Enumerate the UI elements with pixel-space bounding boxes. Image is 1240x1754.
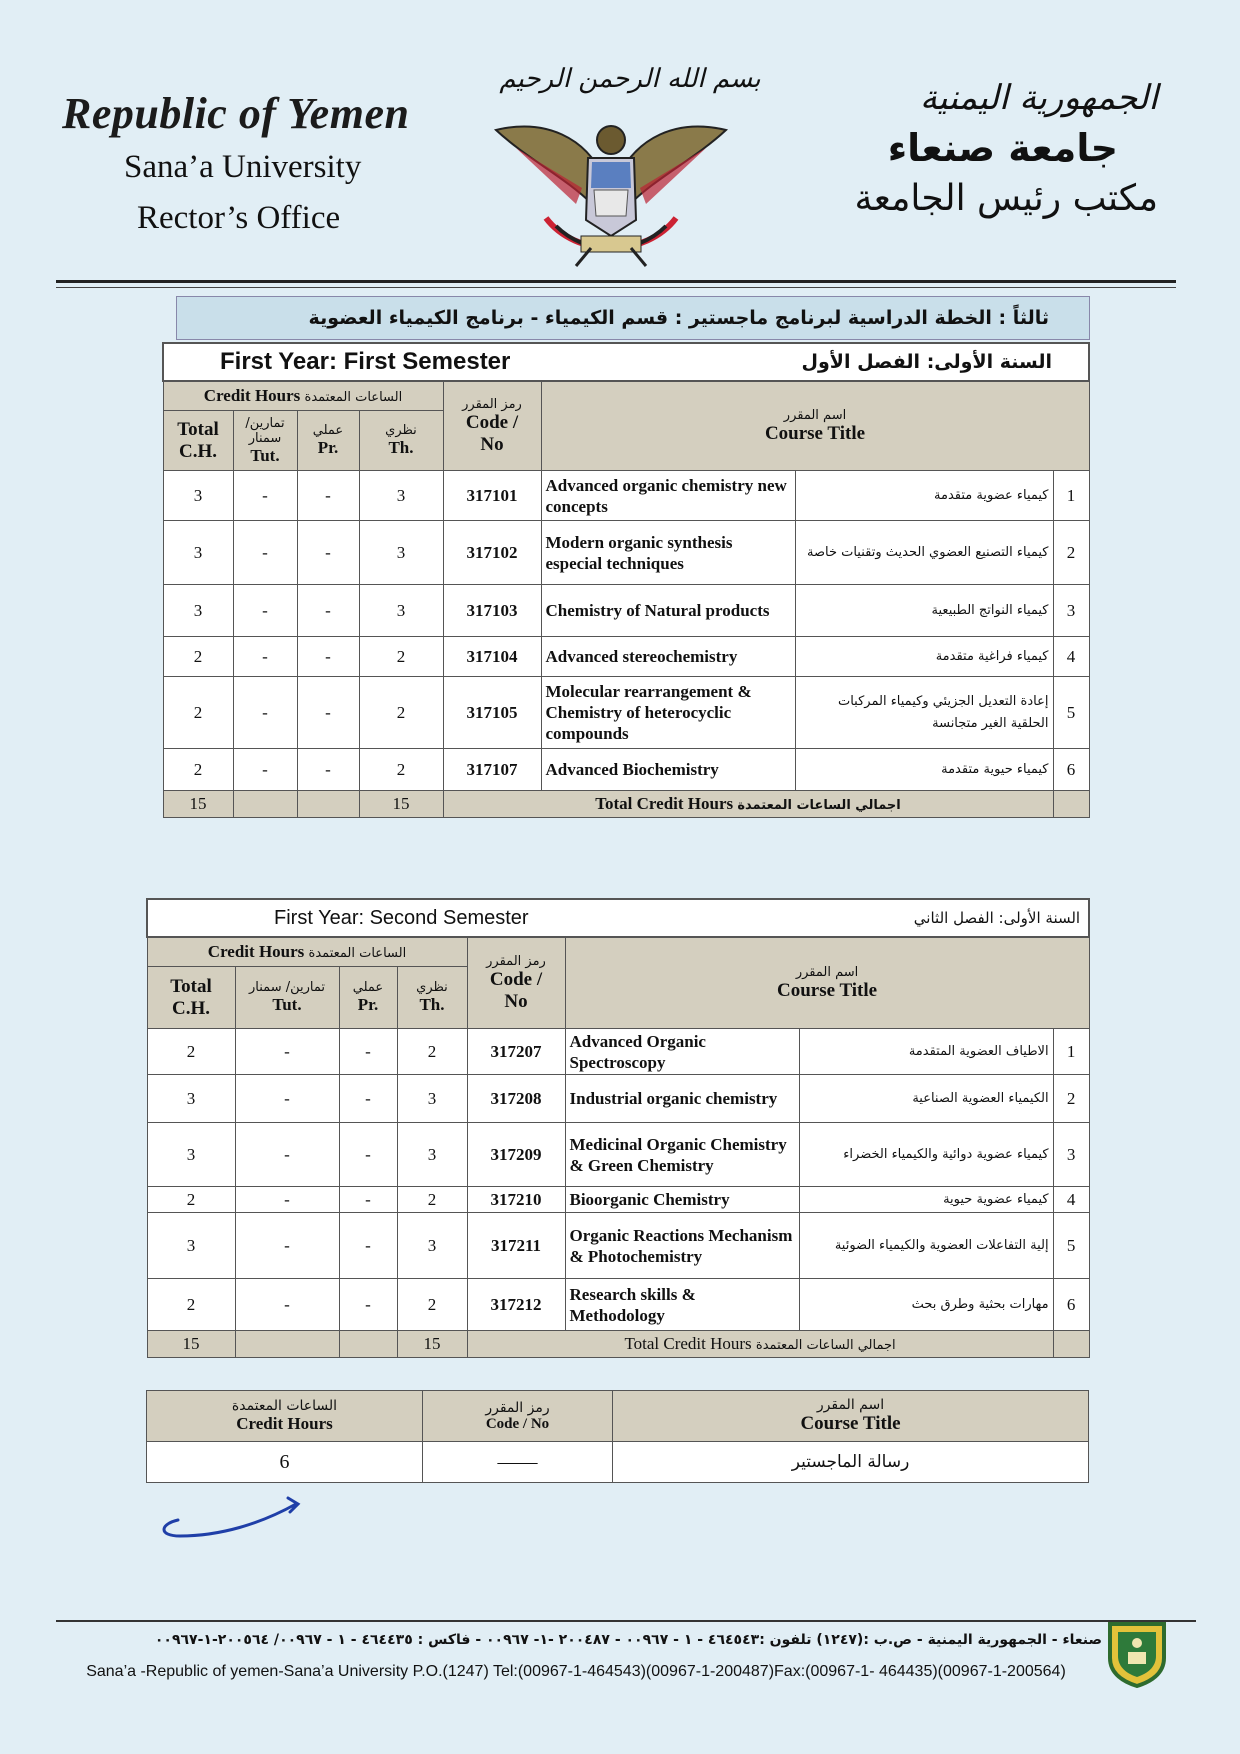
total-ch-header: Total C.H. <box>163 411 233 471</box>
tut-header: تمارين/ سمنار Tut. <box>233 411 297 471</box>
basmala: بسم الله الرحمن الرحيم <box>499 64 761 94</box>
code-header: رمز المقرر Code / No <box>467 937 565 1029</box>
table-row: 3 - - 3 317208 Industrial organic chemistry الكيمياء العضوية الصناعية 2 <box>147 1075 1089 1123</box>
table-row: 3 - - 3 317211 Organic Reactions Mechanism & Photochemistry إلية التفاعلات العضوية والكيمياء الضوئية 5 <box>147 1213 1089 1279</box>
credit-hours-header: Credit Hours الساعات المعتمدة <box>163 381 443 411</box>
table-row: 3 - - 3 317102 Modern organic synthesis especial techniques كيمياء التصنيع العضوي الحديث وتقنيات خاصة 2 <box>163 521 1089 585</box>
code-header: رمز المقرر Code / No <box>443 381 541 471</box>
thesis-code-header: رمز المقرر Code / No <box>423 1391 613 1442</box>
semester2-total-row: 15 15 Total Credit Hours اجمالي الساعات المعتمدة <box>147 1331 1089 1358</box>
semester2-title-arabic: السنة الأولى: الفصل الثاني <box>913 909 1081 927</box>
table-row: 2 - - 2 317105 Molecular rearrangement & Chemistry of heterocyclic compounds إعادة التعديل الجزيئي وكيمياء المركبات الحلقية الغير متجانسة 5 <box>163 677 1089 749</box>
course-title-header: اسم المقرر Course Title <box>541 381 1089 471</box>
eagle-emblem-icon <box>486 108 736 268</box>
footer-divider <box>56 1620 1196 1622</box>
footer-address-arabic: صنعاء - الجمهورية اليمنية - ص.ب :(١٢٤٧) تلفون :٤٦٤٥٤٣ - ١ - ٠٠٩٦٧ - ٢٠٠٤٨٧ -١- ٠٠٩٦٧ - فاكس : ٤٦٤٤٣٥ - ١ - ٠٠٩٦٧/ ٢٠٠٥٦٤-١-٠٠٩٦٧ <box>154 1632 1102 1648</box>
thesis-table <box>146 1390 1089 1483</box>
semester1-title-arabic: السنة الأولى: الفصل الأول <box>801 351 1052 373</box>
table-row: 2 - - 2 317207 Advanced Organic Spectroscopy الاطياف العضوية المتقدمة 1 <box>147 1029 1089 1075</box>
semester1-total-row: 15 15 Total Credit Hours اجمالي الساعات المعتمدة <box>163 791 1089 818</box>
header-divider <box>56 280 1176 283</box>
tut-header: تمارين/ سمنار Tut. <box>235 967 339 1029</box>
table-row: 2 - - 2 317107 Advanced Biochemistry كيمياء حيوية متقدمة 6 <box>163 749 1089 791</box>
credit-hours-header: Credit Hours الساعات المعتمدة <box>147 937 467 967</box>
semester2-table <box>146 898 1090 1358</box>
office-name-arabic: مكتب رئيس الجامعة <box>854 178 1158 219</box>
thesis-title-header: اسم المقرر Course Title <box>613 1391 1089 1442</box>
university-logo-icon <box>1106 1618 1168 1688</box>
university-name-arabic: جامعة صنعاء <box>887 126 1118 170</box>
thesis-credit-header: الساعات المعتمدة Credit Hours <box>147 1391 423 1442</box>
semester1-title: First Year: First Semester <box>220 348 511 375</box>
table-row: 2 - - 2 317210 Bioorganic Chemistry كيمياء عضوية حيوية 4 <box>147 1187 1089 1213</box>
th-header: نظري Th. <box>359 411 443 471</box>
th-header: نظري Th. <box>397 967 467 1029</box>
table-row: 3 - - 3 317209 Medicinal Organic Chemistry & Green Chemistry كيمياء عضوية دوائية والكيمياء الخضراء 3 <box>147 1123 1089 1187</box>
pr-header: عملي Pr. <box>339 967 397 1029</box>
footer-address-english: Sana’a -Republic of yemen-Sana’a University P.O.(1247) Tel:(00967-1-464543)(00967-1-200487)Fax:(00967-1- 464435)(00967-1-200564) <box>86 1663 1066 1680</box>
header-divider-thin <box>56 287 1176 288</box>
table-row: 2 - - 2 317212 Research skills & Methodology مهارات بحثية وطرق بحث 6 <box>147 1279 1089 1331</box>
office-name: Rector’s Office <box>137 200 341 236</box>
signature-icon <box>150 1486 310 1546</box>
header-arabic <box>818 78 1158 219</box>
table-row: 3 - - 3 317103 Chemistry of Natural products كيمياء النواتج الطبيعية 3 <box>163 585 1089 637</box>
header-english <box>62 88 442 237</box>
pr-header: عملي Pr. <box>297 411 359 471</box>
total-ch-header: Total C.H. <box>147 967 235 1029</box>
republic-title: Republic of Yemen <box>62 89 410 138</box>
course-title-header: اسم المقرر Course Title <box>565 937 1089 1029</box>
program-banner: ثالثاً : الخطة الدراسية لبرنامج ماجستير : قسم الكيمياء - برنامج الكيمياء العضوية <box>176 296 1090 340</box>
republic-title-arabic: الجمهورية اليمنية <box>919 78 1158 118</box>
semester1-table <box>162 342 1090 818</box>
table-row: 3 - - 3 317101 Advanced organic chemistry new concepts كيمياء عضوية متقدمة 1 <box>163 471 1089 521</box>
thesis-row: 6 —— رسالة الماجستير <box>147 1442 1089 1483</box>
table-row: 2 - - 2 317104 Advanced stereochemistry كيمياء فراغية متقدمة 4 <box>163 637 1089 677</box>
university-name: Sana’a University <box>124 149 362 185</box>
semester2-title: First Year: Second Semester <box>274 906 529 929</box>
